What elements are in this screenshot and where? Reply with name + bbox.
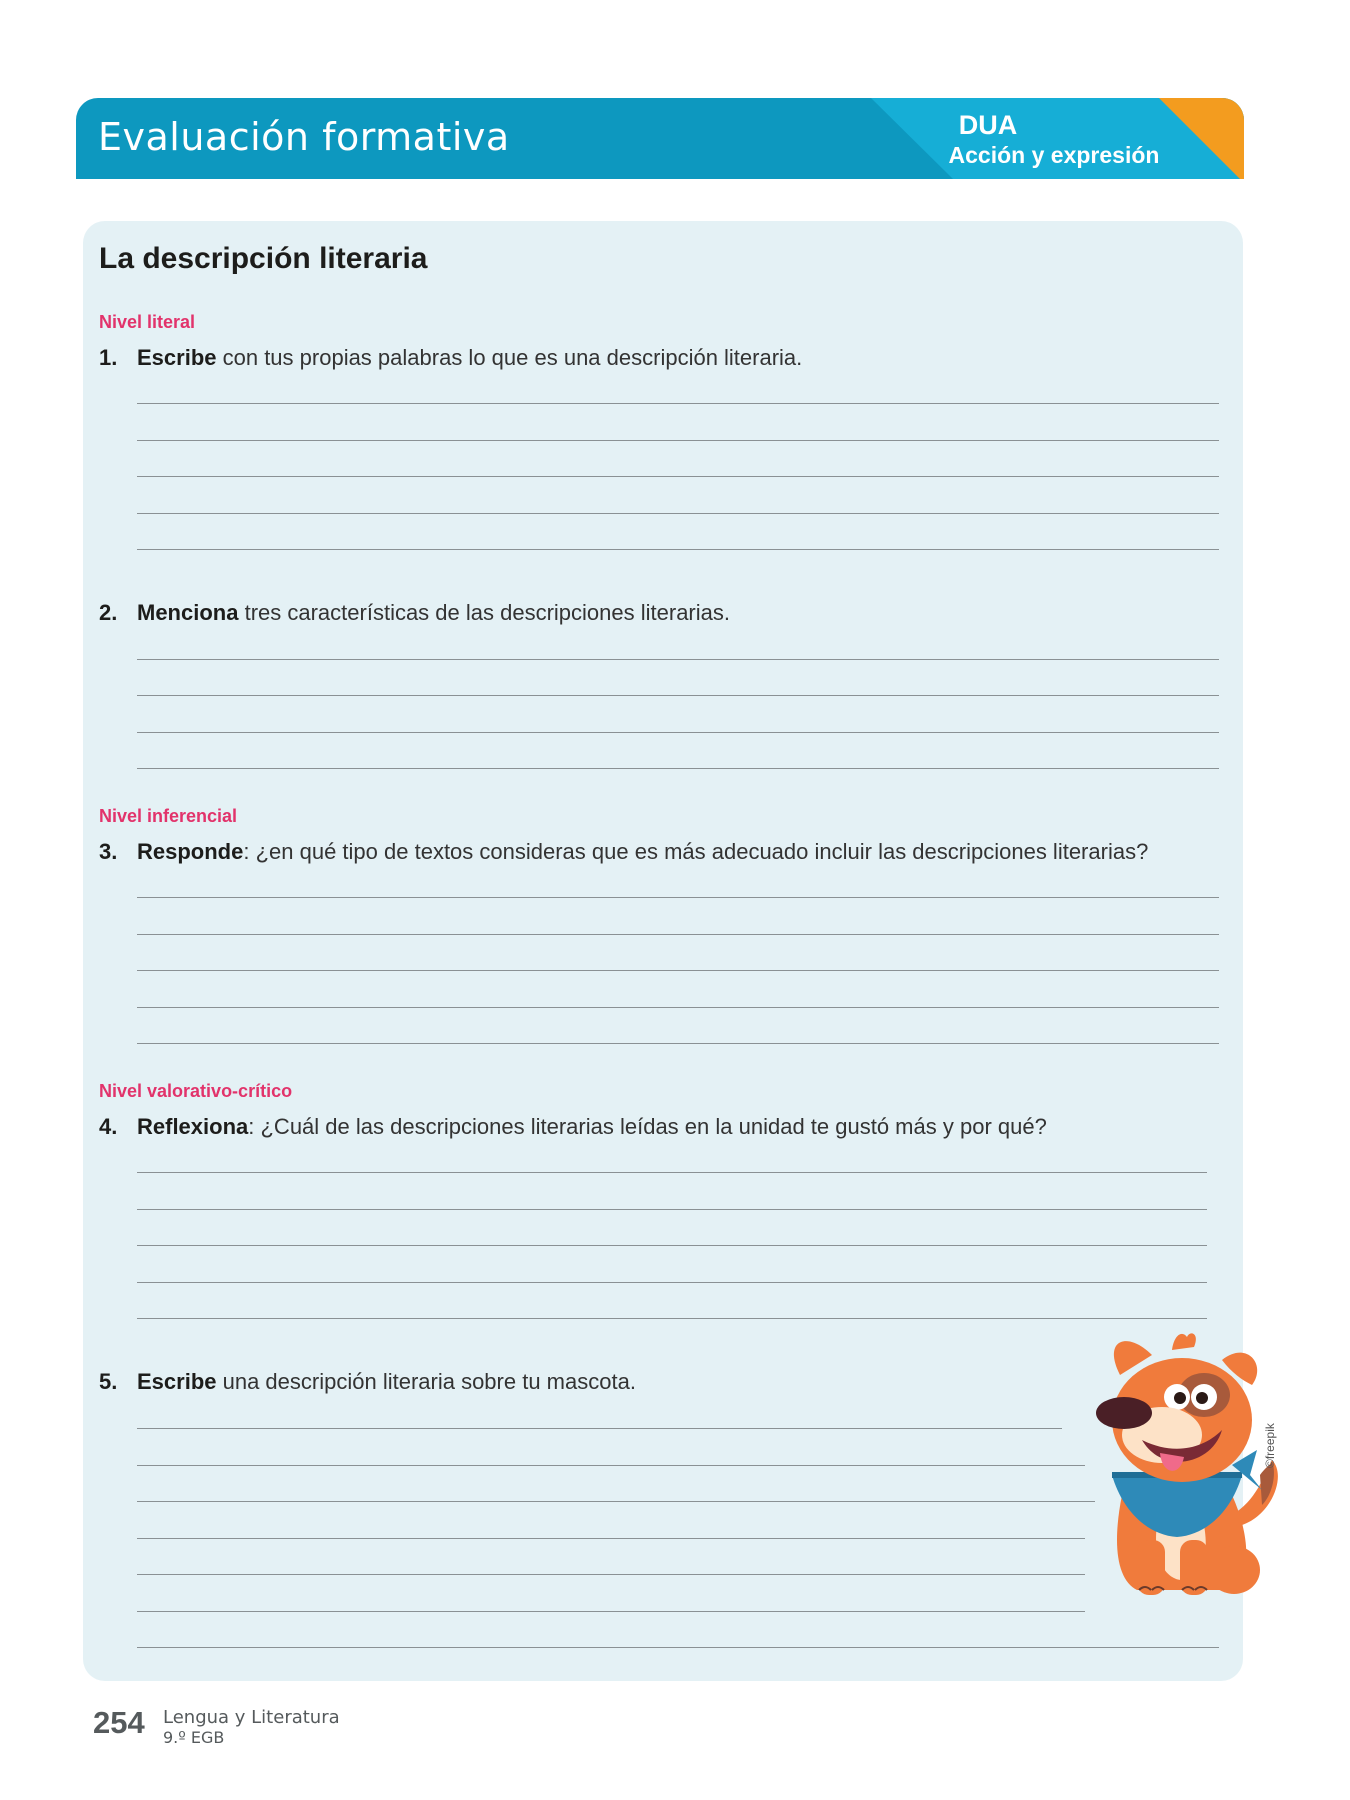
header-bar bbox=[76, 98, 1244, 179]
answer-line-5[interactable] bbox=[137, 1428, 1062, 1429]
dua-subtitle: Acción y expresión bbox=[948, 142, 1160, 168]
footer-grade: 9.º EGB bbox=[163, 1728, 225, 1747]
answer-line-2[interactable] bbox=[137, 659, 1219, 660]
answer-line-5[interactable] bbox=[137, 1538, 1085, 1539]
answer-line-3[interactable] bbox=[137, 1043, 1219, 1044]
question-text: tres características de las descripciones literarias. bbox=[238, 600, 730, 625]
answer-line-5[interactable] bbox=[137, 1501, 1095, 1502]
question-3 bbox=[99, 839, 1148, 865]
answer-line-4[interactable] bbox=[137, 1282, 1207, 1283]
answer-line-3[interactable] bbox=[137, 970, 1219, 971]
answer-line-2[interactable] bbox=[137, 768, 1219, 769]
dua-label: DUA bbox=[958, 110, 1018, 140]
answer-line-1[interactable] bbox=[137, 549, 1219, 550]
question-verb: Menciona bbox=[137, 600, 239, 625]
answer-line-4[interactable] bbox=[137, 1172, 1207, 1173]
answer-line-1[interactable] bbox=[137, 403, 1219, 404]
answer-line-5[interactable] bbox=[137, 1574, 1085, 1575]
answer-line-5[interactable] bbox=[137, 1465, 1085, 1466]
image-credit: ©freepik bbox=[1263, 1423, 1277, 1468]
footer-subject: Lengua y Literatura bbox=[163, 1707, 340, 1728]
level-literal: Nivel literal bbox=[99, 312, 196, 332]
question-number: 2. bbox=[99, 600, 118, 625]
answer-line-3[interactable] bbox=[137, 934, 1219, 935]
answer-line-4[interactable] bbox=[137, 1318, 1207, 1319]
answer-line-5[interactable] bbox=[137, 1647, 1219, 1648]
answer-line-3[interactable] bbox=[137, 897, 1219, 898]
answer-line-4[interactable] bbox=[137, 1245, 1207, 1246]
question-2 bbox=[99, 600, 730, 626]
page-title: Evaluación formativa bbox=[98, 115, 510, 159]
question-text: : ¿Cuál de las descripciones literarias leídas en la unidad te gustó más y por qué? bbox=[248, 1114, 1047, 1139]
question-verb: Responde bbox=[137, 839, 244, 864]
question-number: 5. bbox=[99, 1369, 118, 1394]
question-number: 3. bbox=[99, 839, 118, 864]
answer-line-4[interactable] bbox=[137, 1209, 1207, 1210]
answer-line-5[interactable] bbox=[137, 1611, 1085, 1612]
level-valorativo-critico: Nivel valorativo-crítico bbox=[99, 1081, 293, 1101]
answer-line-2[interactable] bbox=[137, 732, 1219, 733]
question-verb: Reflexiona bbox=[137, 1114, 249, 1139]
question-number: 1. bbox=[99, 345, 118, 370]
page-number: 254 bbox=[93, 1705, 145, 1740]
question-5 bbox=[99, 1369, 636, 1395]
level-inferencial: Nivel inferencial bbox=[99, 806, 238, 826]
question-number: 4. bbox=[99, 1114, 118, 1139]
answer-line-1[interactable] bbox=[137, 513, 1219, 514]
question-text: con tus propias palabras lo que es una descripción literaria. bbox=[216, 345, 803, 370]
dog-mascot-icon bbox=[1082, 1325, 1282, 1605]
question-text: : ¿en qué tipo de textos consideras que es más adecuado incluir las descripciones literarias? bbox=[243, 839, 1149, 864]
answer-line-2[interactable] bbox=[137, 695, 1219, 696]
answer-line-3[interactable] bbox=[137, 1007, 1219, 1008]
section-title: La descripción literaria bbox=[99, 242, 428, 275]
question-text: una descripción literaria sobre tu mascota. bbox=[216, 1369, 636, 1394]
answer-line-1[interactable] bbox=[137, 440, 1219, 441]
question-verb: Escribe bbox=[137, 345, 217, 370]
answer-line-1[interactable] bbox=[137, 476, 1219, 477]
question-verb: Escribe bbox=[137, 1369, 217, 1394]
question-4 bbox=[99, 1114, 1047, 1140]
question-1 bbox=[99, 345, 802, 371]
